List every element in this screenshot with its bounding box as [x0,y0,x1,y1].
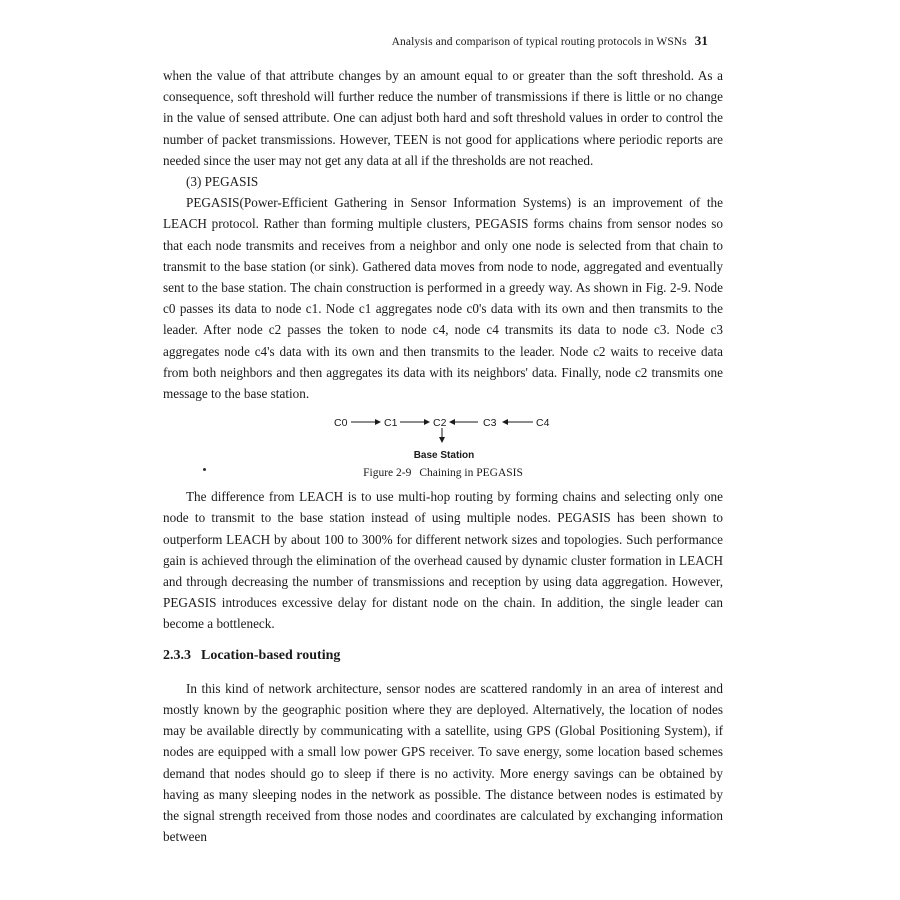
node-label: C0 [334,417,348,430]
section-title: Location-based routing [201,647,341,663]
running-title: Analysis and comparison of typical routing protocols in WSNs [391,36,687,48]
enum-heading-pegasis: (3) PEGASIS [186,174,259,190]
node-label: C4 [536,417,550,430]
paragraph-leach-comparison: The difference from LEACH is to use multi-hop routing by forming chains and selecting only one node to transmit to the base station instead of using multiple nodes. PEGASIS has been shown to outperform LEACH by about 100 to 300% for different network sizes and topologies. Such performance gain is achieved through the elimination of the overhead caused by dynamic cluster formation in LEACH and through decreasing the number of transmissions and reception by using data aggregation. However, PEGASIS introduces excessive delay for distant node on the chain. In addition, the single leader can become a bottleneck. [163,489,723,632]
figure-2-9 [163,406,723,486]
page-number: 31 [694,33,708,48]
section-heading [163,645,723,666]
node-label: C2 [433,417,447,430]
figure-caption-text: Chaining in PEGASIS [419,467,523,480]
chain-diagram [163,406,723,462]
figure-number: Figure 2-9 [363,467,412,480]
base-station-label: Base Station [413,450,475,462]
node-label: C3 [483,417,497,430]
paragraph-location-routing: In this kind of network architecture, sensor nodes are scattered randomly in an area of interest and mostly known by the geographic position where they are deployed. Alternatively, the location of nodes may be available directly by communicating with a satellite, using GPS (Global Positioning System), if nodes are equipped with a small low power GPS receiver. To save energy, some location based schemes demand that nodes should go to sleep if there is no activity. More energy savings can be obtained by having as many sleeping nodes in the network as possible. The distance between nodes is estimated by the signal strength received from those nodes and coordinates are calculated by exchanging information between [163,680,723,845]
section-number: 2.3.3 [163,647,191,663]
paragraph-teen-continued: when the value of that attribute changes by an amount equal to or greater than the soft threshold. As a consequence, soft threshold will further reduce the number of transmissions if there is little or no change in the value of sensed attribute. One can adjust both hard and soft threshold values in order to control the number of packet transmissions. However, TEEN is not good for applications where periodic reports are needed since the user may not get any data at all if the thresholds are not reached. [163,68,723,168]
running-head [392,33,708,49]
figure-caption [163,463,723,484]
body-text [163,65,723,848]
node-label: C1 [384,417,398,430]
paragraph-pegasis-description: PEGASIS(Power-Efficient Gathering in Sensor Information Systems) is an improvement of the LEACH protocol. Rather than forming multiple clusters, PEGASIS forms chains from sensor nodes so that each node transmits and receives from a neighbor and only one node is selected from that chain to transmit to the base station (or sink). Gathered data moves from node to node, aggregated and eventually sent to the base station. The chain construction is performed in a greedy way. As shown in Fig. 2-9. Node c0 passes its data to node c1. Node c1 aggregates node c0's data with its own and then transmits to the leader. After node c2 passes the token to node c4, node c4 transmits its data to node c3. Node c3 aggregates node c4's data with its own and then transmits to the leader. Node c2 waits to receive data from both neighbors and then aggregates its data with its neighbors' data. Finally, node c2 transmits one message to the base station. [163,195,723,402]
